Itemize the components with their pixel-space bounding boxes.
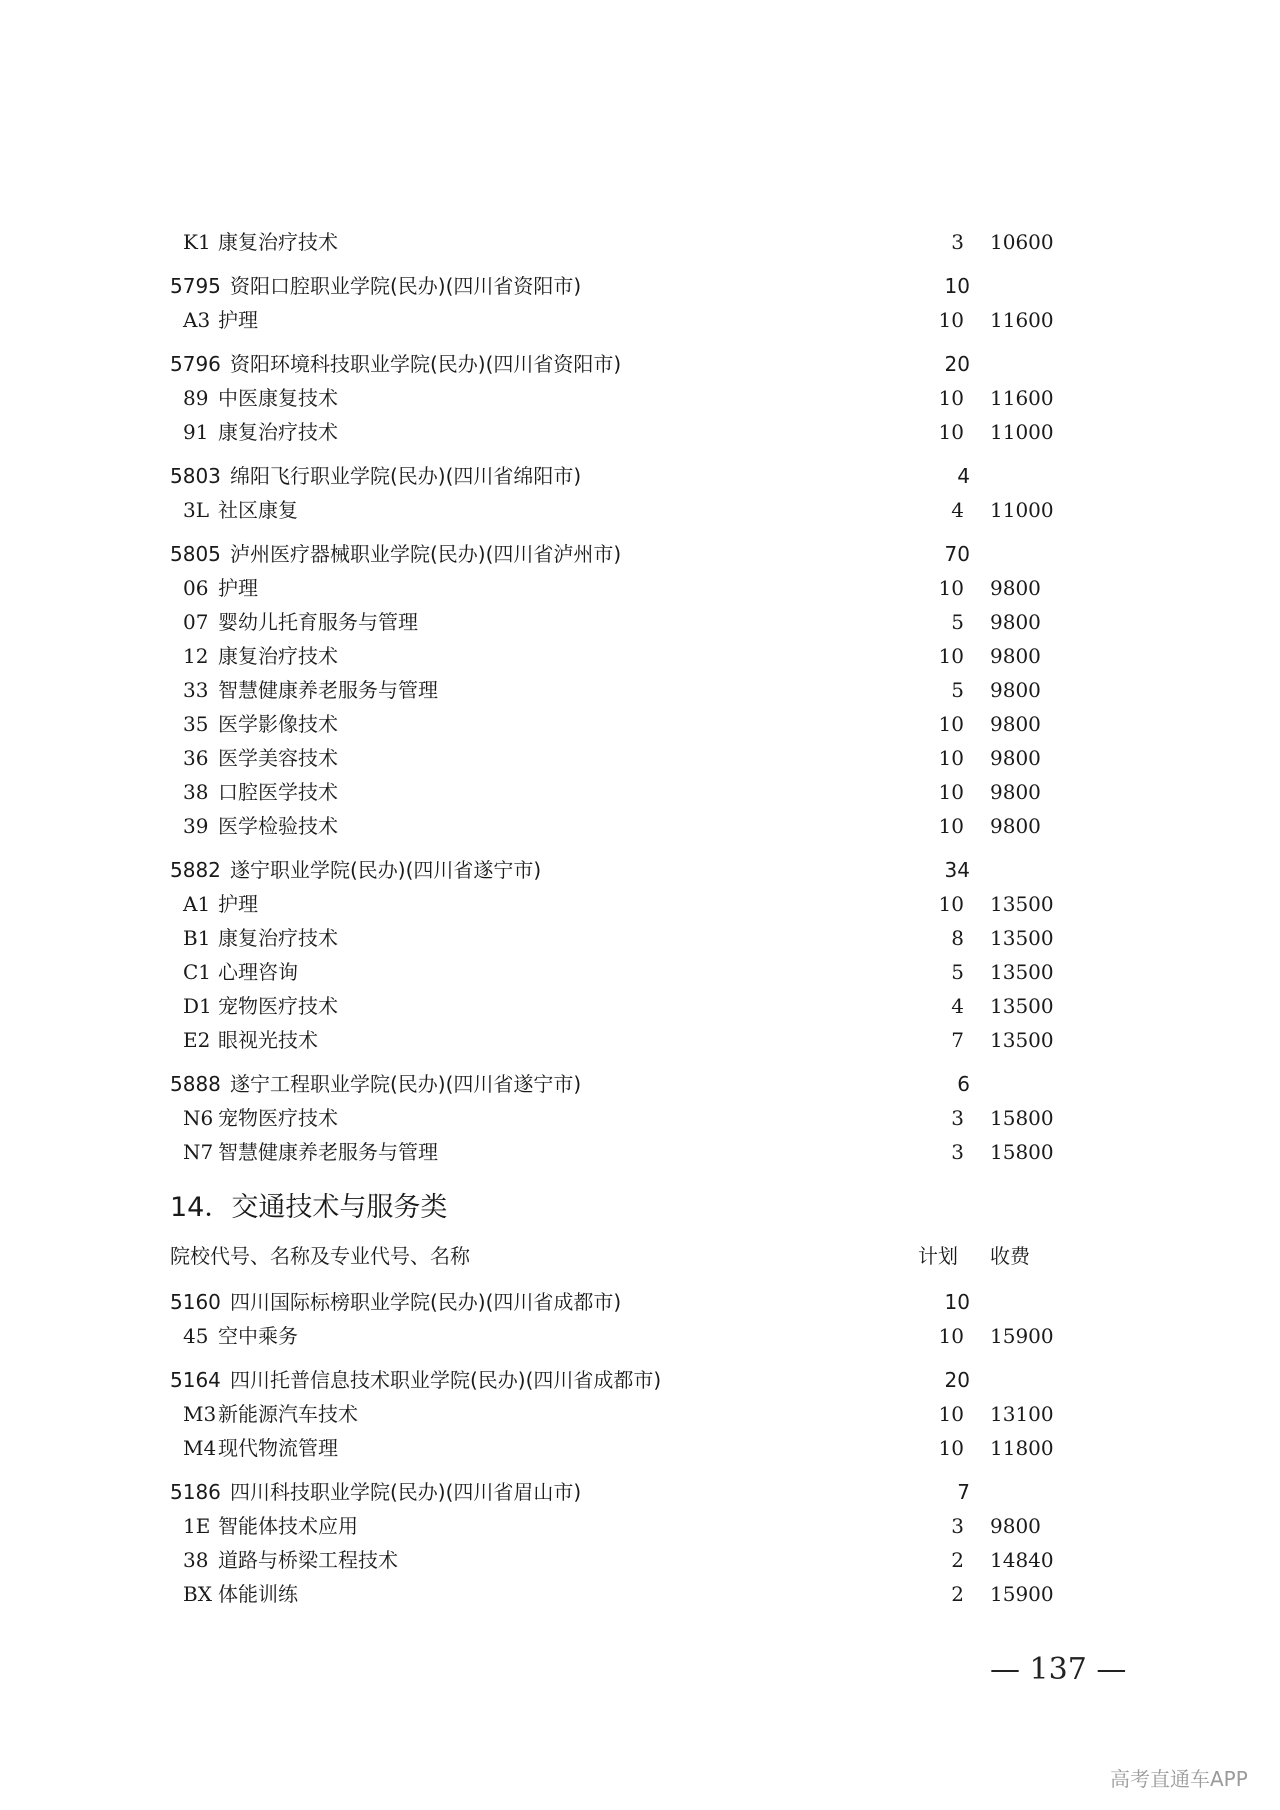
- program-plan-cell: 2: [951, 1582, 964, 1606]
- program-plan-cell: 10: [938, 712, 964, 736]
- program-plan-cell: 10: [938, 644, 964, 668]
- program-row: [0, 1577, 1280, 1611]
- program-name-cell: 智能体技术应用: [218, 1514, 358, 1538]
- school-name-cell: 资阳环境科技职业学院(民办)(四川省资阳市): [230, 352, 622, 376]
- program-name-cell: 护理: [218, 308, 258, 332]
- program-code-cell: C1: [183, 960, 212, 984]
- program-fee-cell: 13500: [990, 892, 1054, 916]
- school-code-cell: 5805: [170, 542, 221, 566]
- program-fee-cell: 15800: [990, 1106, 1054, 1130]
- program-code-cell: 35: [183, 712, 209, 736]
- program-plan-cell: 3: [951, 1106, 964, 1130]
- program-code-cell: 38: [183, 780, 209, 804]
- program-name-cell: 口腔医学技术: [218, 780, 338, 804]
- program-row: [0, 921, 1280, 955]
- program-name-cell: 护理: [218, 892, 258, 916]
- school-plan-cell: 20: [944, 352, 970, 376]
- program-fee-cell: 9800: [990, 712, 1041, 736]
- program-code-cell: K1: [183, 230, 211, 254]
- program-fee-cell: 13500: [990, 1028, 1054, 1052]
- program-row: [0, 989, 1280, 1023]
- program-fee-cell: 11000: [990, 498, 1054, 522]
- program-fee-cell: 11600: [990, 386, 1054, 410]
- program-fee-cell: 9800: [990, 746, 1041, 770]
- program-name-cell: 道路与桥梁工程技术: [218, 1548, 398, 1572]
- school-plan-cell: 34: [944, 858, 970, 882]
- program-fee-cell: 11600: [990, 308, 1054, 332]
- program-fee-cell: 9800: [990, 610, 1041, 634]
- program-plan-cell: 2: [951, 1548, 964, 1572]
- program-name-cell: 体能训练: [218, 1582, 298, 1606]
- program-name-cell: 婴幼儿托育服务与管理: [218, 610, 418, 634]
- program-fee-cell: 13100: [990, 1402, 1054, 1426]
- program-name-cell: 康复治疗技术: [218, 644, 338, 668]
- program-row: [0, 775, 1280, 809]
- program-name-cell: 中医康复技术: [218, 386, 338, 410]
- program-fee-cell: 9800: [990, 1514, 1041, 1538]
- school-name-cell: 绵阳飞行职业学院(民办)(四川省绵阳市): [230, 464, 582, 488]
- program-plan-cell: 10: [938, 814, 964, 838]
- program-row: [0, 1397, 1280, 1431]
- program-row: [0, 303, 1280, 337]
- program-row: [0, 1135, 1280, 1169]
- program-row: [0, 415, 1280, 449]
- program-row: [0, 741, 1280, 775]
- program-row: [0, 1319, 1280, 1353]
- program-fee-cell: 14840: [990, 1548, 1054, 1572]
- program-plan-cell: 10: [938, 1436, 964, 1460]
- program-code-cell: 38: [183, 1548, 209, 1572]
- program-row: [0, 1509, 1280, 1543]
- column-header-name: 院校代号、名称及专业代号、名称: [170, 1244, 470, 1268]
- school-name-cell: 遂宁职业学院(民办)(四川省遂宁市): [230, 858, 542, 882]
- program-name-cell: 心理咨询: [218, 960, 298, 984]
- program-row: [0, 571, 1280, 605]
- program-plan-cell: 7: [951, 1028, 964, 1052]
- school-row: [0, 1363, 1280, 1397]
- program-name-cell: 护理: [218, 576, 258, 600]
- program-plan-cell: 10: [938, 746, 964, 770]
- program-plan-cell: 5: [951, 960, 964, 984]
- program-code-cell: 89: [183, 386, 209, 410]
- program-plan-cell: 10: [938, 420, 964, 444]
- program-code-cell: 45: [183, 1324, 209, 1348]
- program-row: [0, 639, 1280, 673]
- program-name-cell: 康复治疗技术: [218, 420, 338, 444]
- program-fee-cell: 10600: [990, 230, 1054, 254]
- program-code-cell: 3L: [183, 498, 210, 522]
- program-fee-cell: 9800: [990, 678, 1041, 702]
- admission-plan-table: [0, 225, 1280, 1611]
- program-name-cell: 康复治疗技术: [218, 926, 338, 950]
- school-code-cell: 5796: [170, 352, 221, 376]
- program-row: [0, 1023, 1280, 1057]
- school-code-cell: 5160: [170, 1290, 221, 1314]
- program-row: [0, 1101, 1280, 1135]
- program-code-cell: 36: [183, 746, 209, 770]
- program-code-cell: 91: [183, 420, 209, 444]
- program-fee-cell: 13500: [990, 994, 1054, 1018]
- school-row: [0, 1285, 1280, 1319]
- program-row: [0, 887, 1280, 921]
- program-fee-cell: 9800: [990, 780, 1041, 804]
- program-code-cell: A1: [183, 892, 211, 916]
- program-code-cell: N7: [183, 1140, 214, 1164]
- program-fee-cell: 15900: [990, 1324, 1054, 1348]
- school-code-cell: 5164: [170, 1368, 221, 1392]
- program-plan-cell: 3: [951, 1514, 964, 1538]
- watermark-text: 高考直通车APP: [1110, 1767, 1248, 1791]
- program-row: [0, 809, 1280, 843]
- program-plan-cell: 10: [938, 308, 964, 332]
- school-plan-cell: 4: [957, 464, 970, 488]
- program-code-cell: M3: [183, 1402, 217, 1426]
- program-fee-cell: 15800: [990, 1140, 1054, 1164]
- school-code-cell: 5803: [170, 464, 221, 488]
- school-row: [0, 537, 1280, 571]
- program-code-cell: A3: [183, 308, 211, 332]
- program-fee-cell: 11800: [990, 1436, 1054, 1460]
- program-code-cell: 07: [183, 610, 209, 634]
- school-plan-cell: 70: [944, 542, 970, 566]
- program-fee-cell: 9800: [990, 644, 1041, 668]
- school-name-cell: 资阳口腔职业学院(民办)(四川省资阳市): [230, 274, 582, 298]
- program-plan-cell: 3: [951, 1140, 964, 1164]
- program-name-cell: 空中乘务: [218, 1324, 298, 1348]
- program-plan-cell: 10: [938, 780, 964, 804]
- program-name-cell: 智慧健康养老服务与管理: [218, 1140, 438, 1164]
- program-plan-cell: 10: [938, 892, 964, 916]
- school-row: [0, 1067, 1280, 1101]
- program-plan-cell: 5: [951, 678, 964, 702]
- school-code-cell: 5888: [170, 1072, 221, 1096]
- school-code-cell: 5186: [170, 1480, 221, 1504]
- school-code-cell: 5795: [170, 274, 221, 298]
- school-code-cell: 5882: [170, 858, 221, 882]
- program-fee-cell: 15900: [990, 1582, 1054, 1606]
- program-row: [0, 605, 1280, 639]
- school-name-cell: 泸州医疗器械职业学院(民办)(四川省泸州市): [230, 542, 622, 566]
- program-code-cell: 12: [183, 644, 209, 668]
- school-plan-cell: 20: [944, 1368, 970, 1392]
- program-code-cell: 06: [183, 576, 209, 600]
- program-name-cell: 宠物医疗技术: [218, 1106, 338, 1130]
- program-code-cell: BX: [183, 1582, 212, 1606]
- program-plan-cell: 10: [938, 1324, 964, 1348]
- program-code-cell: 39: [183, 814, 209, 838]
- school-row: [0, 347, 1280, 381]
- school-name-cell: 四川托普信息技术职业学院(民办)(四川省成都市): [230, 1368, 662, 1392]
- program-name-cell: 新能源汽车技术: [218, 1402, 358, 1426]
- school-row: [0, 269, 1280, 303]
- program-fee-cell: 9800: [990, 814, 1041, 838]
- program-name-cell: 医学美容技术: [218, 746, 338, 770]
- program-fee-cell: 13500: [990, 926, 1054, 950]
- program-name-cell: 眼视光技术: [218, 1028, 318, 1052]
- program-row: [0, 493, 1280, 527]
- program-code-cell: N6: [183, 1106, 214, 1130]
- program-code-cell: M4: [183, 1436, 217, 1460]
- program-name-cell: 智慧健康养老服务与管理: [218, 678, 438, 702]
- program-plan-cell: 4: [951, 994, 964, 1018]
- program-plan-cell: 5: [951, 610, 964, 634]
- program-code-cell: E2: [183, 1028, 211, 1052]
- program-code-cell: D1: [183, 994, 212, 1018]
- table-header: [0, 1237, 1280, 1275]
- school-plan-cell: 10: [944, 274, 970, 298]
- program-plan-cell: 10: [938, 1402, 964, 1426]
- school-row: [0, 459, 1280, 493]
- program-row: [0, 225, 1280, 259]
- school-plan-cell: 10: [944, 1290, 970, 1314]
- program-fee-cell: 11000: [990, 420, 1054, 444]
- column-header-fee: 收费: [990, 1244, 1030, 1268]
- program-row: [0, 673, 1280, 707]
- program-name-cell: 康复治疗技术: [218, 230, 338, 254]
- school-plan-cell: 6: [957, 1072, 970, 1096]
- program-code-cell: B1: [183, 926, 211, 950]
- program-row: [0, 707, 1280, 741]
- program-fee-cell: 13500: [990, 960, 1054, 984]
- program-plan-cell: 10: [938, 576, 964, 600]
- program-fee-cell: 9800: [990, 576, 1041, 600]
- school-name-cell: 遂宁工程职业学院(民办)(四川省遂宁市): [230, 1072, 582, 1096]
- program-row: [0, 381, 1280, 415]
- school-name-cell: 四川科技职业学院(民办)(四川省眉山市): [230, 1480, 582, 1504]
- column-header-plan: 计划: [918, 1244, 958, 1268]
- program-plan-cell: 4: [951, 498, 964, 522]
- school-row: [0, 1475, 1280, 1509]
- program-code-cell: 1E: [183, 1514, 211, 1538]
- program-row: [0, 1543, 1280, 1577]
- program-plan-cell: 10: [938, 386, 964, 410]
- program-name-cell: 医学影像技术: [218, 712, 338, 736]
- school-row: [0, 853, 1280, 887]
- program-row: [0, 1431, 1280, 1465]
- program-name-cell: 现代物流管理: [218, 1436, 338, 1460]
- program-name-cell: 宠物医疗技术: [218, 994, 338, 1018]
- program-plan-cell: 3: [951, 230, 964, 254]
- school-plan-cell: 7: [957, 1480, 970, 1504]
- page-number: — 137 —: [990, 1652, 1127, 1687]
- program-name-cell: 社区康复: [218, 498, 298, 522]
- program-name-cell: 医学检验技术: [218, 814, 338, 838]
- program-row: [0, 955, 1280, 989]
- school-name-cell: 四川国际标榜职业学院(民办)(四川省成都市): [230, 1290, 622, 1314]
- section-title: 14．交通技术与服务类: [170, 1192, 448, 1223]
- program-plan-cell: 8: [951, 926, 964, 950]
- program-code-cell: 33: [183, 678, 209, 702]
